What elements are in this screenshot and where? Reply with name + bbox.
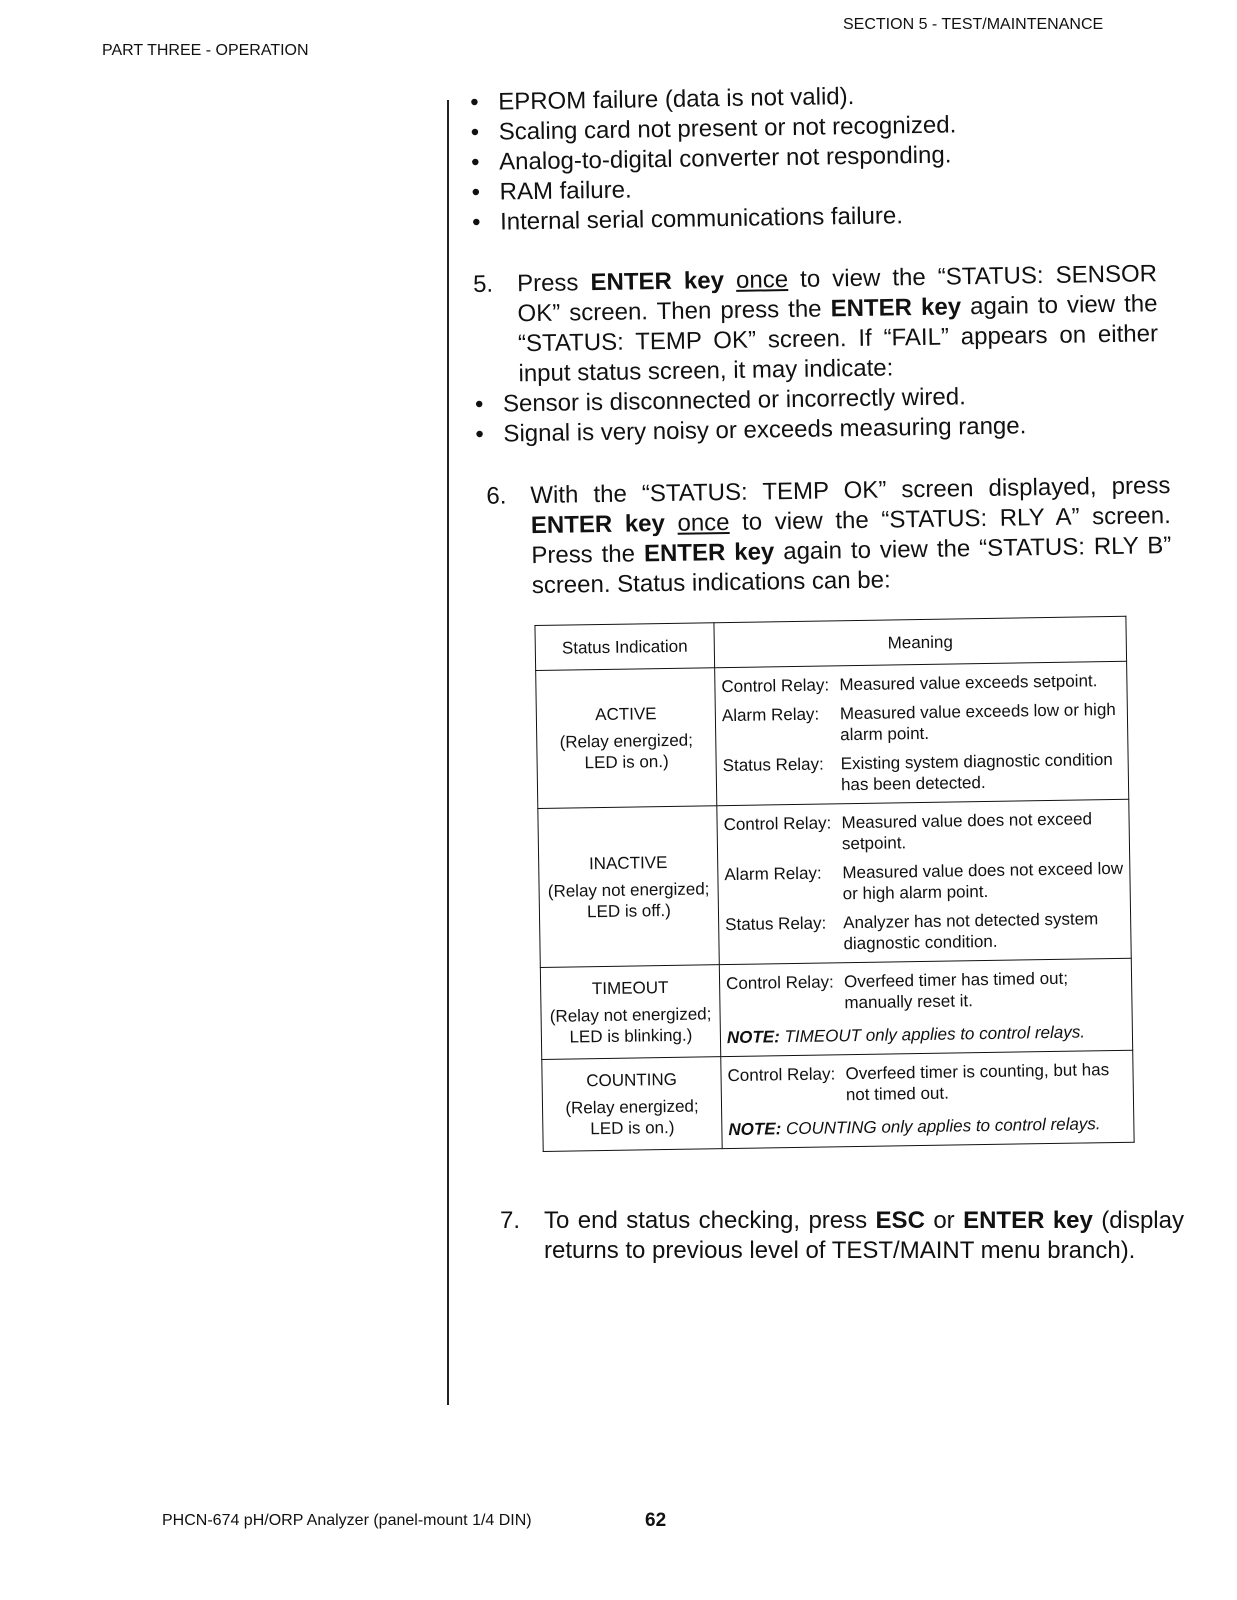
fail-causes-list — [475, 379, 1156, 450]
meaning-cell — [715, 661, 1129, 805]
column-header-indication: Status Indication — [535, 623, 715, 671]
relay-label: Control Relay: — [721, 675, 830, 697]
relay-text: Overfeed timer has timed out; manually reset it. — [843, 968, 1069, 1013]
step-5 — [473, 259, 1159, 390]
relay-text: Measured value does not exceed setpoint. — [841, 809, 1093, 854]
note-label: NOTE: — [728, 1119, 782, 1140]
esc-key-label: ESC — [875, 1207, 925, 1234]
step-number: 6. — [486, 482, 507, 510]
enter-key-label: ENTER key — [963, 1207, 1093, 1234]
text-run: to view the “STATUS: SENSOR OK” screen. Then press the — [517, 260, 1158, 328]
meaning-cell — [719, 958, 1132, 1056]
column-header-meaning: Meaning — [714, 616, 1127, 667]
relay-meaning — [725, 904, 1125, 960]
header-part-title: PART THREE - OPERATION — [102, 42, 309, 59]
relay-text: Measured value does not exceed low or high alarm point. — [842, 858, 1124, 904]
text-run: again to view the “STATUS: RLY B” screen. Status indications can be: — [531, 532, 1172, 600]
step-7 — [500, 1206, 1184, 1266]
page-content — [470, 77, 1172, 1153]
relay-label: Control Relay: — [727, 1064, 836, 1086]
indication-description: (Relay not energized; LED is off.) — [547, 878, 710, 921]
indication-cell — [538, 806, 719, 968]
relay-meaning — [723, 804, 1123, 860]
list-item: • EPROM failure (data is not valid). — [470, 77, 1150, 118]
enter-key-label: ENTER key — [590, 267, 725, 297]
note-label: NOTE: — [726, 1027, 780, 1048]
text-run — [724, 267, 737, 294]
relay-label: Control Relay: — [723, 813, 832, 835]
meaning-cell — [721, 1050, 1134, 1148]
indication-description: (Relay energized; LED is on.) — [565, 1096, 699, 1139]
step-number: 5. — [472, 270, 494, 298]
relay-text: Measured value exceeds setpoint. — [839, 671, 1098, 695]
margin-rule — [447, 100, 449, 1405]
list-item: • RAM failure. — [471, 167, 1151, 208]
note-text: TIMEOUT only applies to control relays. — [779, 1022, 1086, 1047]
once-emphasis: once — [677, 508, 730, 537]
text-run: To end status checking, press — [544, 1207, 876, 1234]
meaning-cell — [717, 799, 1131, 964]
text-run: With the “STATUS: TEMP OK” screen displayed, press — [530, 472, 1171, 510]
list-item: • Signal is very noisy or exceeds measuring range. — [475, 409, 1155, 450]
relay-text: Overfeed timer is counting, but has not timed out. — [845, 1060, 1110, 1105]
note-text: COUNTING only applies to control relays. — [781, 1114, 1101, 1139]
table-note — [727, 1013, 1126, 1052]
indication-cell — [536, 668, 717, 809]
footer-product-name: PHCN-674 pH/ORP Analyzer (panel-mount 1/4 DIN) — [162, 1512, 532, 1529]
text-run — [665, 510, 678, 537]
step-6 — [486, 471, 1172, 602]
enter-key-label: ENTER key — [530, 509, 666, 540]
relay-label: Control Relay: — [725, 972, 834, 994]
relay-text: Analyzer has not detected system diagnostic condition. — [843, 909, 1099, 954]
table-note — [728, 1105, 1127, 1144]
table-row — [540, 958, 1132, 1059]
relay-meaning — [727, 1055, 1127, 1111]
list-item: • Internal serial communications failure. — [472, 197, 1152, 238]
step-7-text — [544, 1206, 1184, 1266]
enter-key-label: ENTER key — [830, 293, 962, 323]
table-row — [542, 1050, 1134, 1151]
text-run: (display returns to previous level of TEST/MAINT menu branch). — [544, 1207, 1184, 1264]
table-row — [538, 799, 1131, 967]
step-number: 7. — [500, 1207, 521, 1234]
header-section-title: SECTION 5 - TEST/MAINTENANCE — [843, 16, 1104, 33]
text-run: to view the “STATUS: RLY A” screen. Press the — [531, 502, 1172, 570]
relay-label: Status Relay: — [722, 754, 824, 776]
list-item: • Sensor is disconnected or incorrectly wired. — [475, 379, 1155, 420]
page-number: 62 — [645, 1510, 667, 1531]
step-5-text — [517, 259, 1159, 389]
text-run: Press — [516, 269, 591, 298]
indication-cell — [540, 965, 720, 1060]
indication-name: COUNTING — [586, 1069, 678, 1091]
relay-meaning — [724, 854, 1124, 910]
text-run: again to view the “STATUS: TEMP OK” screen. If “FAIL” appears on either input status screen, it may indicate: — [517, 290, 1159, 388]
list-item: • Scaling card not present or not recognized. — [470, 107, 1150, 148]
failure-list — [470, 77, 1152, 238]
indication-description: (Relay not energized; LED is blinking.) — [549, 1004, 712, 1047]
relay-meaning — [722, 745, 1122, 801]
relay-label: Alarm Relay: — [721, 704, 820, 726]
relay-meaning — [726, 963, 1126, 1019]
list-item: • Analog-to-digital converter not responding. — [471, 137, 1151, 178]
step-6-text — [530, 471, 1172, 601]
table-row — [536, 661, 1129, 808]
indication-description: (Relay energized; LED is on.) — [559, 730, 694, 773]
relay-text: Measured value exceeds low or high alarm point. — [839, 699, 1116, 745]
indication-name: TIMEOUT — [591, 977, 669, 999]
relay-text: Existing system diagnostic condition has been detected. — [840, 749, 1113, 795]
relay-label: Alarm Relay: — [724, 863, 822, 885]
enter-key-label: ENTER key — [643, 538, 775, 568]
indication-name: INACTIVE — [588, 852, 668, 873]
status-indication-table — [534, 616, 1134, 1152]
indication-cell — [542, 1057, 722, 1152]
indication-name: ACTIVE — [595, 704, 657, 725]
relay-meaning — [722, 695, 1122, 751]
text-run: or — [924, 1207, 964, 1234]
relay-label: Status Relay: — [725, 913, 827, 935]
once-emphasis: once — [735, 266, 789, 294]
